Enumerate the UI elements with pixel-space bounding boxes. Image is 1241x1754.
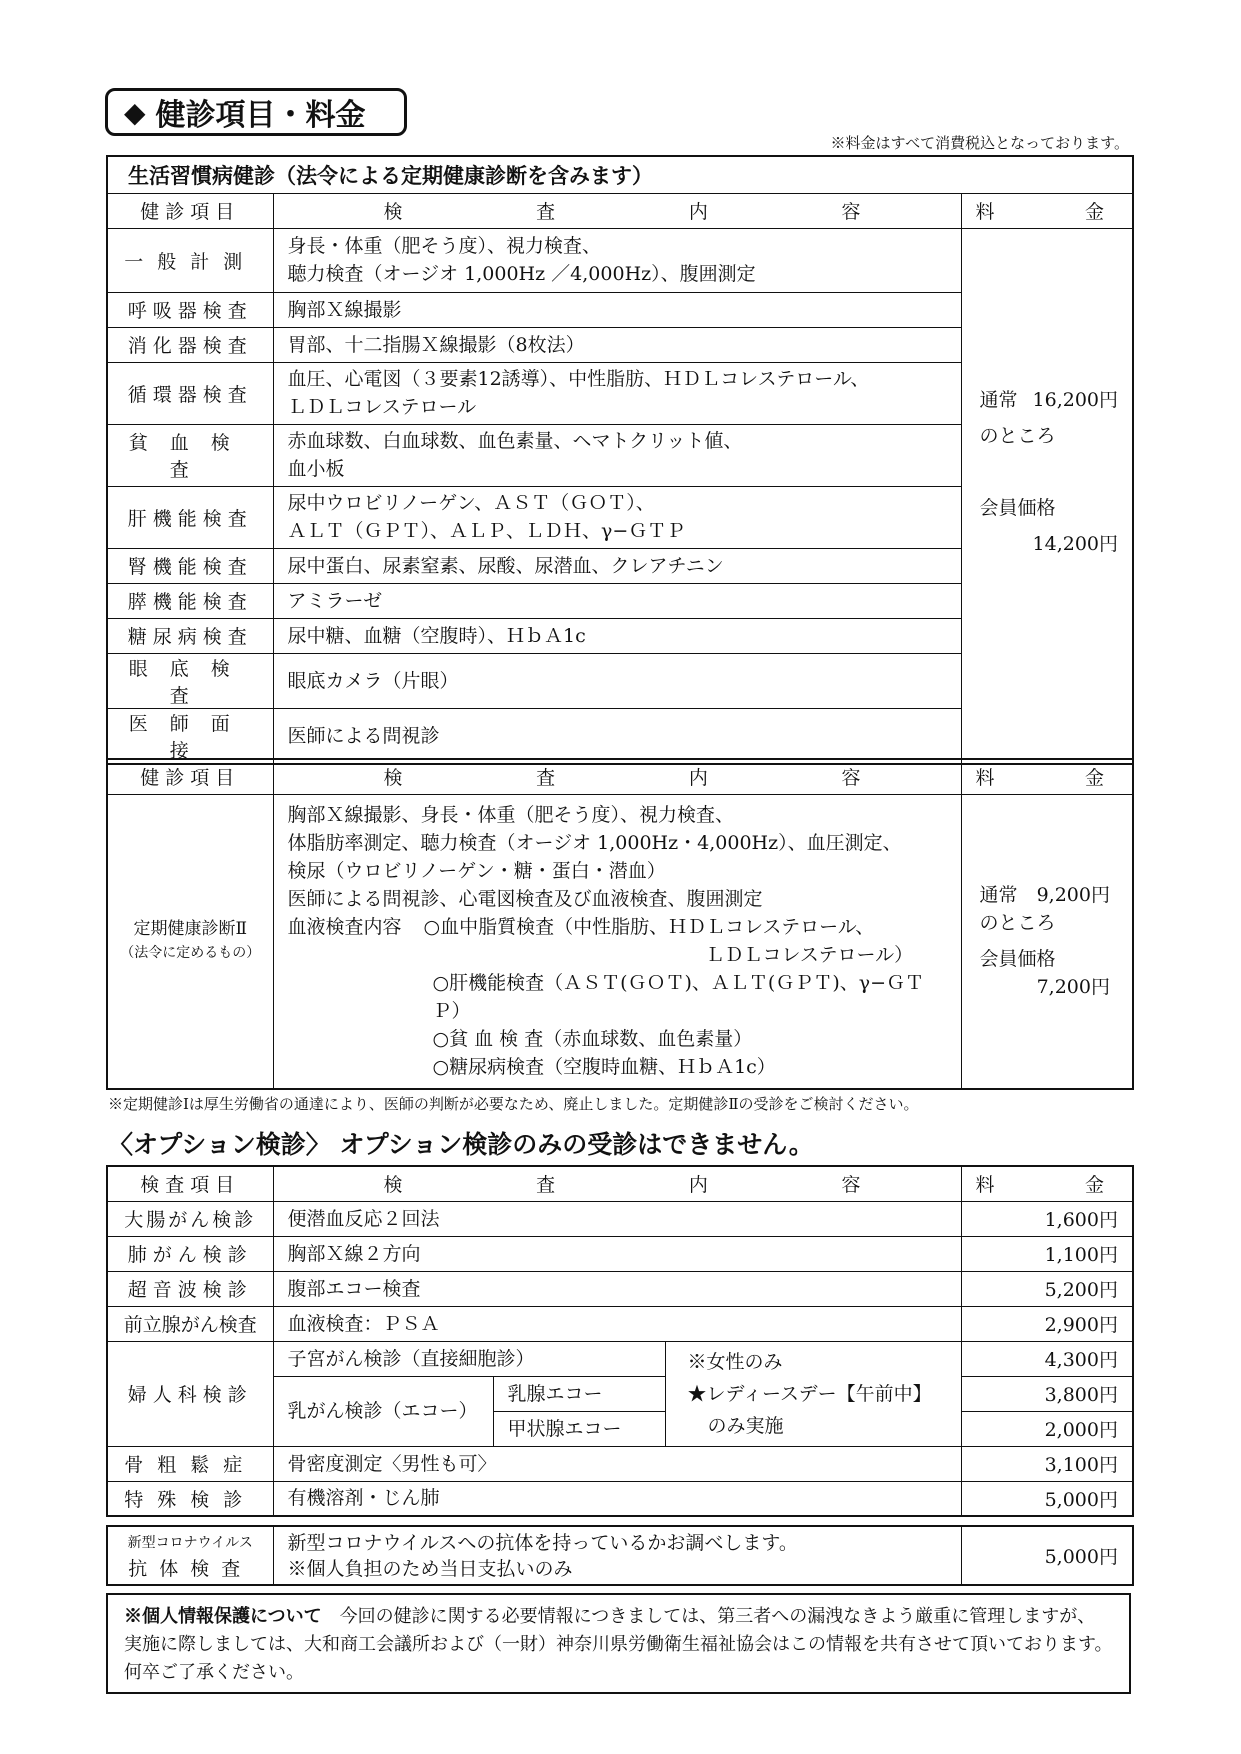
- section-title-text: 健診項目・料金: [155, 98, 366, 133]
- table-row-price: 5,000円: [961, 1481, 1133, 1516]
- table2-item: 定期健康診断Ⅱ （法令に定めるもの）: [107, 794, 273, 1089]
- table1-header-content: 検 査 内 容: [273, 193, 961, 228]
- breast-sub2-price: 2,000円: [961, 1411, 1133, 1446]
- table-row-content: 胸部Ｘ線２方向: [273, 1236, 961, 1271]
- table-row-item: 呼吸器検査: [107, 292, 273, 327]
- table-row-content: 身長・体重（肥そう度）、視力検査、 聴力検査（オージオ 1,000Hz ／4,000Hz）、腹囲測定: [273, 228, 961, 292]
- covid-content: 新型コロナウイルスへの抗体を持っているかお調べします。 ※個人負担のため当日支払いのみ: [273, 1526, 961, 1585]
- table-row-item: 肝機能検査: [107, 486, 273, 548]
- privacy-heading: ※個人情報保護について: [124, 1606, 322, 1627]
- table-row-content: 血圧、心電図（３要素12誘導）、中性脂肪、ＨＤＬコレステロール、 ＬＤＬコレステロール: [273, 362, 961, 424]
- options-table: [106, 1165, 1134, 1517]
- table-row-item: 腎機能検査: [107, 548, 273, 583]
- table-row-item: 大腸がん検診: [107, 1201, 273, 1236]
- lifestyle-checkup-table: [106, 155, 1134, 765]
- covid-table: [106, 1525, 1134, 1586]
- covid-item: 新型コロナウイルス 抗体検査: [107, 1526, 273, 1585]
- breast-sub2: 甲状腺エコー: [493, 1411, 665, 1446]
- diamond-icon: ◆: [124, 95, 146, 129]
- table-row-content: 尿中糖、血糖（空腹時）、ＨｂＡ1c: [273, 618, 961, 653]
- table-row-price: 2,900円: [961, 1306, 1133, 1341]
- table-row-item: 糖尿病検査: [107, 618, 273, 653]
- options-header-content: 検 査 内 容: [273, 1166, 961, 1201]
- table-row-item: 骨粗鬆症: [107, 1446, 273, 1481]
- table2-header-price: 料 金: [961, 759, 1133, 794]
- table1-header-item: 健診項目: [107, 193, 273, 228]
- table-row-price: 5,200円: [961, 1271, 1133, 1306]
- table-row-item: 貧血検査: [107, 424, 273, 486]
- table2-header-item: 健診項目: [107, 759, 273, 794]
- table-row-content: 有機溶剤・じん肺: [273, 1481, 961, 1516]
- table-row-content: 尿中ウロビリノーゲン、ＡＳＴ（ＧＯＴ）、 ＡＬＴ（ＧＰＴ）、ＡＬＰ、ＬＤＨ、γ−ＧＴＰ: [273, 486, 961, 548]
- table2-price-cell: 通常 9,200円 のところ 会員価格 7,200円: [961, 794, 1133, 1089]
- table-row-content: アミラーゼ: [273, 583, 961, 618]
- table1-caption: 生活習慣病健診（法令による定期健康診断を含みます）: [107, 156, 1133, 193]
- table-row-price: 3,100円: [961, 1446, 1133, 1481]
- privacy-notice: [106, 1593, 1131, 1694]
- table-row-content: 尿中蛋白、尿素窒素、尿酸、尿潜血、クレアチニン: [273, 548, 961, 583]
- table-row-item: 特殊検診: [107, 1481, 273, 1516]
- table2-content: 胸部Ｘ線撮影、身長・体重（肥そう度）、視力検査、 体脂肪率測定、聴力検査（オージオ 1,000Hz・4,000Hz）、血圧測定、 検尿（ウロビリノーゲン・糖・蛋白・潜血） 医師による問視診、心電図検査及び血液検査、腹囲測定 血液検査内容 ○血中脂質検査（中性脂肪、ＨＤＬコレステロール、 ＬＤＬコレステロール） ○肝機能検査（ＡＳＴ(ＧＯＴ)、ＡＬＴ(ＧＰＴ)、γ−ＧＴＰ） ○貧 血 検 査（赤血球数、血色素量） ○糖尿病検査（空腹時血糖、ＨｂＡ1c）: [273, 794, 961, 1089]
- table-row-content: 赤血球数、白血球数、血色素量、ヘマトクリット値、 血小板: [273, 424, 961, 486]
- table2-header-content: 検 査 内 容: [273, 759, 961, 794]
- gyn-note: ※女性のみ ★レディースデー【午前中】 のみ実施: [665, 1341, 961, 1446]
- table-row-item: 肺がん検診: [107, 1236, 273, 1271]
- table-row-item: 医師面接: [107, 708, 273, 764]
- table-row-item: 循環器検査: [107, 362, 273, 424]
- table-row-item: 膵機能検査: [107, 583, 273, 618]
- breast-sub1: 乳腺エコー: [493, 1376, 665, 1411]
- table-row-content: 便潜血反応２回法: [273, 1201, 961, 1236]
- regular-checkup-table: [106, 758, 1134, 1090]
- table1-header-price: 料 金: [961, 193, 1133, 228]
- table-row-content: 腹部エコー検査: [273, 1271, 961, 1306]
- tax-note: ※料金はすべて消費税込となっております。: [830, 134, 1129, 152]
- table-row-item: 一般計測: [107, 228, 273, 292]
- cervical-content: 子宮がん検診（直接細胞診）: [273, 1341, 665, 1376]
- breast-content: 乳がん検診（エコー）: [273, 1376, 493, 1446]
- table-row-content: 医師による問視診: [273, 708, 961, 764]
- table-row-content: 眼底カメラ（片眼）: [273, 653, 961, 708]
- table-row-content: 胃部、十二指腸Ｘ線撮影（8枚法）: [273, 327, 961, 362]
- cervical-price: 4,300円: [961, 1341, 1133, 1376]
- table1-price-cell: 通常 16,200円 のところ 会員価格 14,200円: [961, 228, 1133, 764]
- section-title: [105, 88, 407, 136]
- table-row-content: 胸部Ｘ線撮影: [273, 292, 961, 327]
- covid-price: 5,000円: [961, 1526, 1133, 1585]
- options-header-item: 検査項目: [107, 1166, 273, 1201]
- table-row-price: 1,100円: [961, 1236, 1133, 1271]
- table-row-item: 超音波検診: [107, 1271, 273, 1306]
- table-row-item: 前立腺がん検査: [107, 1306, 273, 1341]
- discontinued-note: ※定期健診Ⅰは厚生労働省の通達により、医師の判断が必要なため、廃止しました。定期健診Ⅱの受診をご検討ください。: [108, 1095, 919, 1113]
- table-row-item: 消化器検査: [107, 327, 273, 362]
- table-row-item: 眼底検査: [107, 653, 273, 708]
- breast-sub1-price: 3,800円: [961, 1376, 1133, 1411]
- options-header-price: 料 金: [961, 1166, 1133, 1201]
- options-title: 〈オプション検診〉 オプション検診のみの受診はできません。: [108, 1130, 814, 1159]
- table-row-content: 骨密度測定〈男性も可〉: [273, 1446, 961, 1481]
- table-row-price: 1,600円: [961, 1201, 1133, 1236]
- table-row-content: 血液検査：ＰＳＡ: [273, 1306, 961, 1341]
- privacy-text: 今回の健診に関する必要情報につきましては、第三者への漏洩なきよう厳重に管理しますが、実施に際しましては、大和商工会議所および（一財）神奈川県労働衛生福祉協会はこの情報を共有させて頂いております。何卒ご了承ください。: [124, 1606, 1113, 1683]
- gyn-item: 婦人科検診: [107, 1341, 273, 1446]
